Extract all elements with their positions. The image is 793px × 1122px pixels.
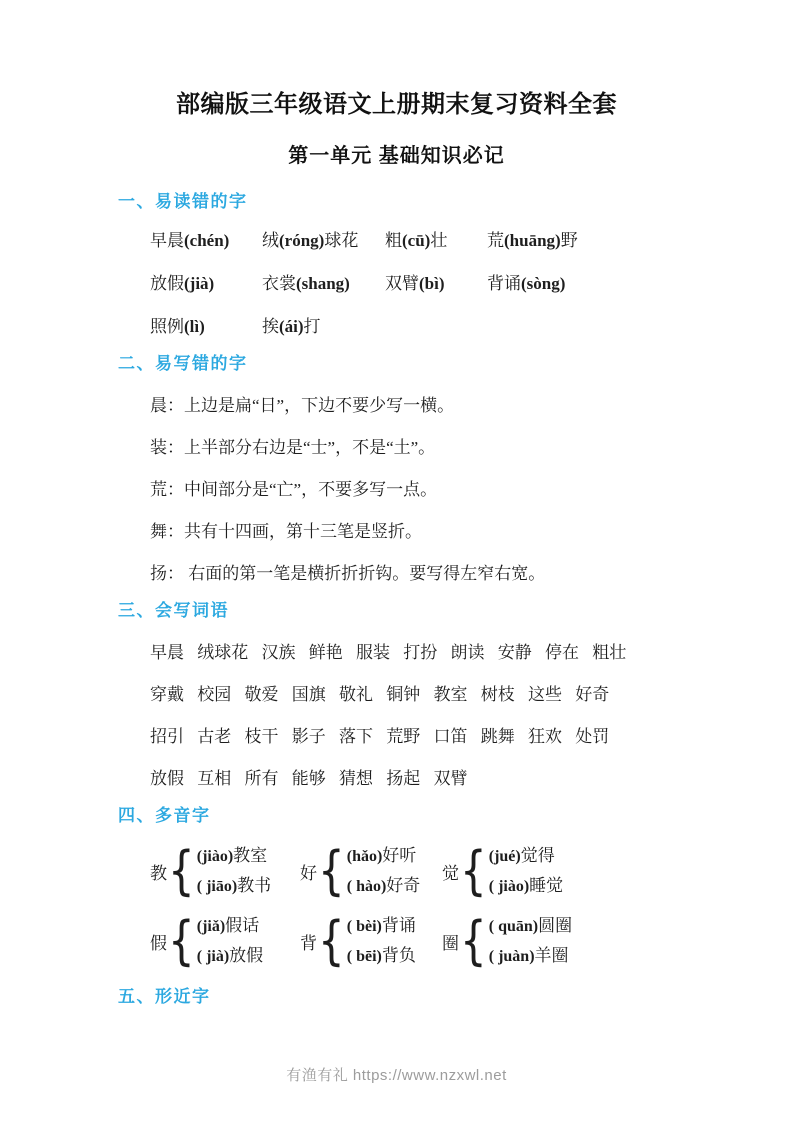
pinyin: (chén) <box>184 231 230 250</box>
pinyin: ( bèi) <box>346 918 382 935</box>
pronunciation-option: (jiào)教室 <box>196 846 268 865</box>
pinyin: (jiǎ) <box>196 918 226 935</box>
base-character: 觉 <box>442 863 459 883</box>
note-line: 扬： 右面的第一笔是横折折折钩。要写得左窄右宽。 <box>150 564 546 583</box>
pronunciation-option: ( jiào)睡觉 <box>488 876 564 895</box>
section-heading-4: 四、多音字 <box>118 806 211 825</box>
pinyin: (hǎo) <box>346 848 383 865</box>
pronunciation-option: ( bèi)背诵 <box>346 916 416 935</box>
pinyin: ( hào) <box>346 878 387 895</box>
pronunciation-option: ( juàn)羊圈 <box>488 946 569 965</box>
pronunciation-option: (hǎo)好听 <box>346 846 417 865</box>
pinyin: ( juàn) <box>488 948 535 965</box>
pronunciation-option: ( bēi)背负 <box>346 946 416 965</box>
polyphone-entry <box>300 841 442 901</box>
section-heading-2: 二、易写错的字 <box>118 354 248 373</box>
pronunciation-option: (jué)觉得 <box>488 846 555 865</box>
pronunciation-option: ( hào)好奇 <box>346 876 421 895</box>
word-item: 双臂(bì) <box>385 274 445 293</box>
note-line: 舞：共有十四画，第十三笔是竖折。 <box>150 522 422 541</box>
word-item: 早晨(chén) <box>150 231 230 250</box>
pronunciation-option: ( jià)放假 <box>196 946 264 965</box>
misread-words-grid <box>150 229 738 338</box>
pronunciation-option: (jiǎ)假话 <box>196 916 260 935</box>
word-item: 衣裳(shang) <box>262 274 350 293</box>
pinyin: (jiào) <box>196 848 234 865</box>
words-line: 招引 古老 枝干 影子 落下 荒野 口笛 跳舞 狂欢 处罚 <box>150 727 610 746</box>
base-character: 教 <box>150 863 167 883</box>
pinyin: ( bēi) <box>346 948 382 965</box>
section-easy-misread-characters <box>0 190 793 338</box>
word-item: 放假(jià) <box>150 274 215 293</box>
polyphone-entry <box>442 911 738 971</box>
pronunciation-option: ( quān)圆圈 <box>488 916 573 935</box>
section-heading-5: 五、形近字 <box>118 987 211 1006</box>
brace-icon: { <box>318 909 345 971</box>
word-item: 照例(lì) <box>150 317 205 336</box>
words-line: 穿戴 校园 敬爱 国旗 敬礼 铜钟 教室 树枝 这些 好奇 <box>150 685 610 704</box>
pronunciation-option: ( jiāo)教书 <box>196 876 272 895</box>
pinyin: (sòng) <box>521 274 566 293</box>
note-line: 装：上半部分右边是“士”，不是“土”。 <box>150 438 436 457</box>
base-character: 背 <box>300 933 317 953</box>
pinyin: (cū) <box>402 231 431 250</box>
section-similar-characters <box>0 985 793 1008</box>
word-item: 背诵(sòng) <box>487 274 566 293</box>
pinyin: ( jiāo) <box>196 878 238 895</box>
word-item: 绒(róng)球花 <box>262 231 359 250</box>
pinyin: (bì) <box>419 274 445 293</box>
pinyin: (shang) <box>296 274 350 293</box>
polyphone-entry <box>300 911 442 971</box>
pinyin: (ái) <box>279 317 304 336</box>
pinyin: (róng) <box>279 231 325 250</box>
word-item: 粗(cū)壮 <box>385 231 448 250</box>
footer-watermark: 有渔有礼 https://www.nzxwl.net <box>286 1067 507 1084</box>
note-line: 晨：上边是扁“日”，下边不要少写一横。 <box>150 396 455 415</box>
base-character: 好 <box>300 863 317 883</box>
polyphone-entry <box>150 911 300 971</box>
section-polyphonic-characters <box>0 804 793 971</box>
polyphone-grid <box>150 841 738 971</box>
word-item: 挨(ái)打 <box>262 317 321 336</box>
words-line: 放假 互相 所有 能够 猜想 扬起 双臂 <box>150 769 468 788</box>
pinyin: ( quān) <box>488 918 539 935</box>
pinyin: ( jià) <box>196 948 230 965</box>
pinyin: (huāng) <box>504 231 561 250</box>
base-character: 假 <box>150 933 167 953</box>
unit-subtitle: 第一单元 基础知识必记 <box>288 145 505 167</box>
section-heading-1: 一、易读错的字 <box>118 192 248 211</box>
note-line: 荒：中间部分是“亡”，不要多写一点。 <box>150 480 438 499</box>
word-item: 荒(huāng)野 <box>487 231 578 250</box>
pinyin: (jué) <box>488 848 521 865</box>
page-title: 部编版三年级语文上册期末复习资料全套 <box>176 91 617 118</box>
brace-icon: { <box>168 909 195 971</box>
base-character: 圈 <box>442 933 459 953</box>
brace-icon: { <box>318 839 345 901</box>
words-line: 早晨 绒球花 汉族 鲜艳 服装 打扮 朗读 安静 停在 粗壮 <box>150 643 627 662</box>
pinyin: (jià) <box>184 274 215 293</box>
pinyin: ( jiào) <box>488 878 530 895</box>
polyphone-entry <box>150 841 300 901</box>
section-easy-miswritten-characters <box>0 352 793 585</box>
brace-icon: { <box>168 839 195 901</box>
brace-icon: { <box>460 839 487 901</box>
polyphone-entry <box>442 841 738 901</box>
section-heading-3: 三、会写词语 <box>118 601 229 620</box>
pinyin: (lì) <box>184 317 205 336</box>
brace-icon: { <box>460 909 487 971</box>
section-words-to-write <box>0 599 793 790</box>
